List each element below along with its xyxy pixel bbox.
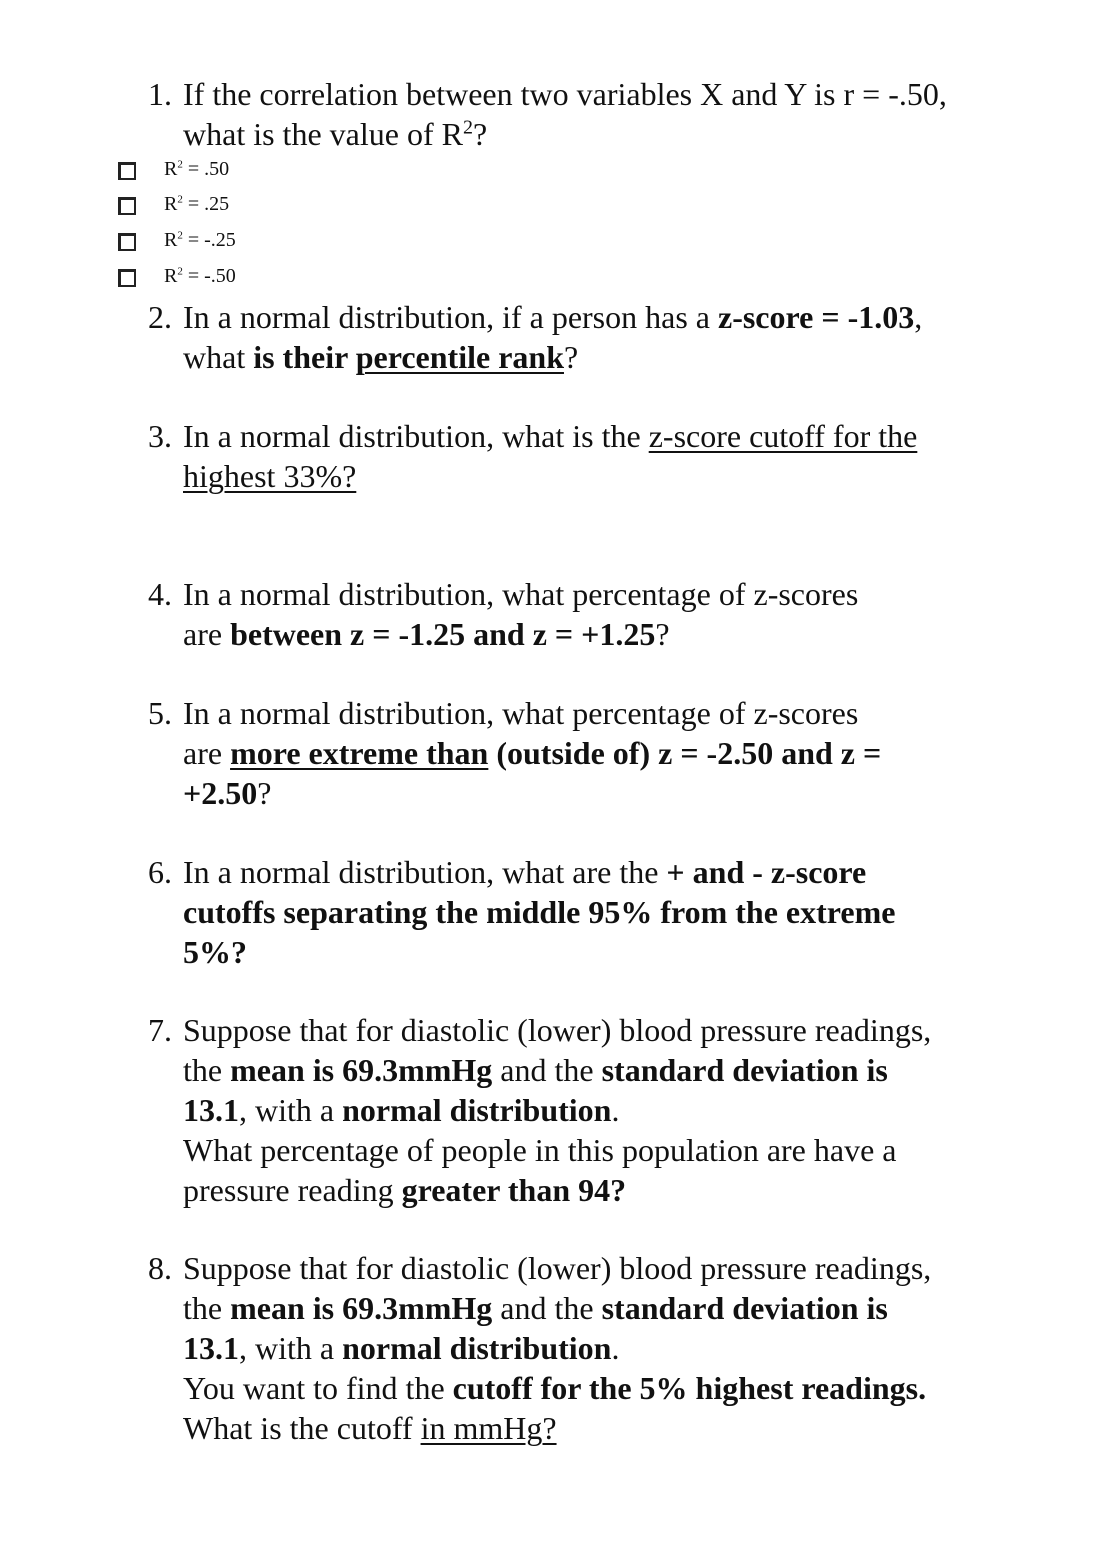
- question-1: [148, 74, 947, 154]
- question-text: are more extreme than (outside of) z = -2.50 and z =: [183, 735, 882, 771]
- checkbox[interactable]: [118, 233, 136, 251]
- question-text: You want to find the cutoff for the 5% highest readings.: [183, 1370, 927, 1406]
- question-text: highest 33%?: [183, 458, 357, 494]
- option-label: $R^2 = -.25$: [164, 229, 236, 251]
- question-text: cutoffs separating the middle 95% from the extreme: [183, 894, 896, 930]
- checkbox[interactable]: [118, 162, 136, 180]
- question-number: 7.: [148, 1012, 172, 1048]
- question-text: In a normal distribution, what percentage of z-scores: [183, 576, 859, 612]
- answer-option-4[interactable]: [118, 263, 318, 293]
- question-text: +2.50?: [183, 775, 272, 811]
- question-number: 2.: [148, 299, 172, 335]
- question-text: what is their percentile rank?: [183, 339, 579, 375]
- question-8: [148, 1248, 931, 1448]
- question-5: [148, 693, 881, 813]
- question-text: What percentage of people in this population are have a: [183, 1132, 897, 1168]
- question-7: [148, 1010, 931, 1210]
- checkbox[interactable]: [118, 197, 136, 215]
- question-text: In a normal distribution, what is the z-score cutoff for the: [183, 418, 918, 454]
- question-text: What is the cutoff in mmHg?: [183, 1410, 557, 1446]
- question-text: are between z = -1.25 and z = +1.25?: [183, 616, 670, 652]
- question-text: In a normal distribution, what percentage of z-scores: [183, 695, 859, 731]
- question-number: 6.: [148, 854, 172, 890]
- question-text: 13.1, with a normal distribution.: [183, 1092, 620, 1128]
- question-number: 8.: [148, 1250, 172, 1286]
- question-text: Suppose that for diastolic (lower) blood pressure readings,: [183, 1250, 932, 1286]
- question-text: what is the value of $R^2$?: [183, 116, 488, 152]
- answer-option-1[interactable]: [118, 156, 318, 186]
- question-text: In a normal distribution, if a person has a z-score = -1.03,: [183, 299, 923, 335]
- question-number: 3.: [148, 418, 172, 454]
- question-text: Suppose that for diastolic (lower) blood pressure readings,: [183, 1012, 932, 1048]
- question-number: 4.: [148, 576, 172, 612]
- answer-option-2[interactable]: [118, 191, 318, 221]
- question-text: 13.1, with a normal distribution.: [183, 1330, 620, 1366]
- question-text: the mean is 69.3mmHg and the standard deviation is: [183, 1052, 888, 1088]
- checkbox[interactable]: [118, 269, 136, 287]
- question-2: [148, 297, 922, 377]
- question-text: 5%?: [183, 934, 247, 970]
- answer-option-3[interactable]: [118, 227, 318, 257]
- option-label: $R^2 = .50$: [164, 158, 230, 180]
- question-4: [148, 574, 858, 654]
- question-text: In a normal distribution, what are the + and - z-score: [183, 854, 867, 890]
- question-text: the mean is 69.3mmHg and the standard deviation is: [183, 1290, 888, 1326]
- question-6: [148, 852, 895, 972]
- question-text: pressure reading greater than 94?: [183, 1172, 627, 1208]
- option-label: $R^2 = -.50$: [164, 265, 236, 287]
- question-3: [148, 416, 917, 496]
- question-number: 1.: [148, 76, 172, 112]
- question-text: If the correlation between two variables X and Y is r = -.50,: [183, 76, 947, 112]
- question-number: 5.: [148, 695, 172, 731]
- option-label: $R^2 = .25$: [164, 193, 230, 215]
